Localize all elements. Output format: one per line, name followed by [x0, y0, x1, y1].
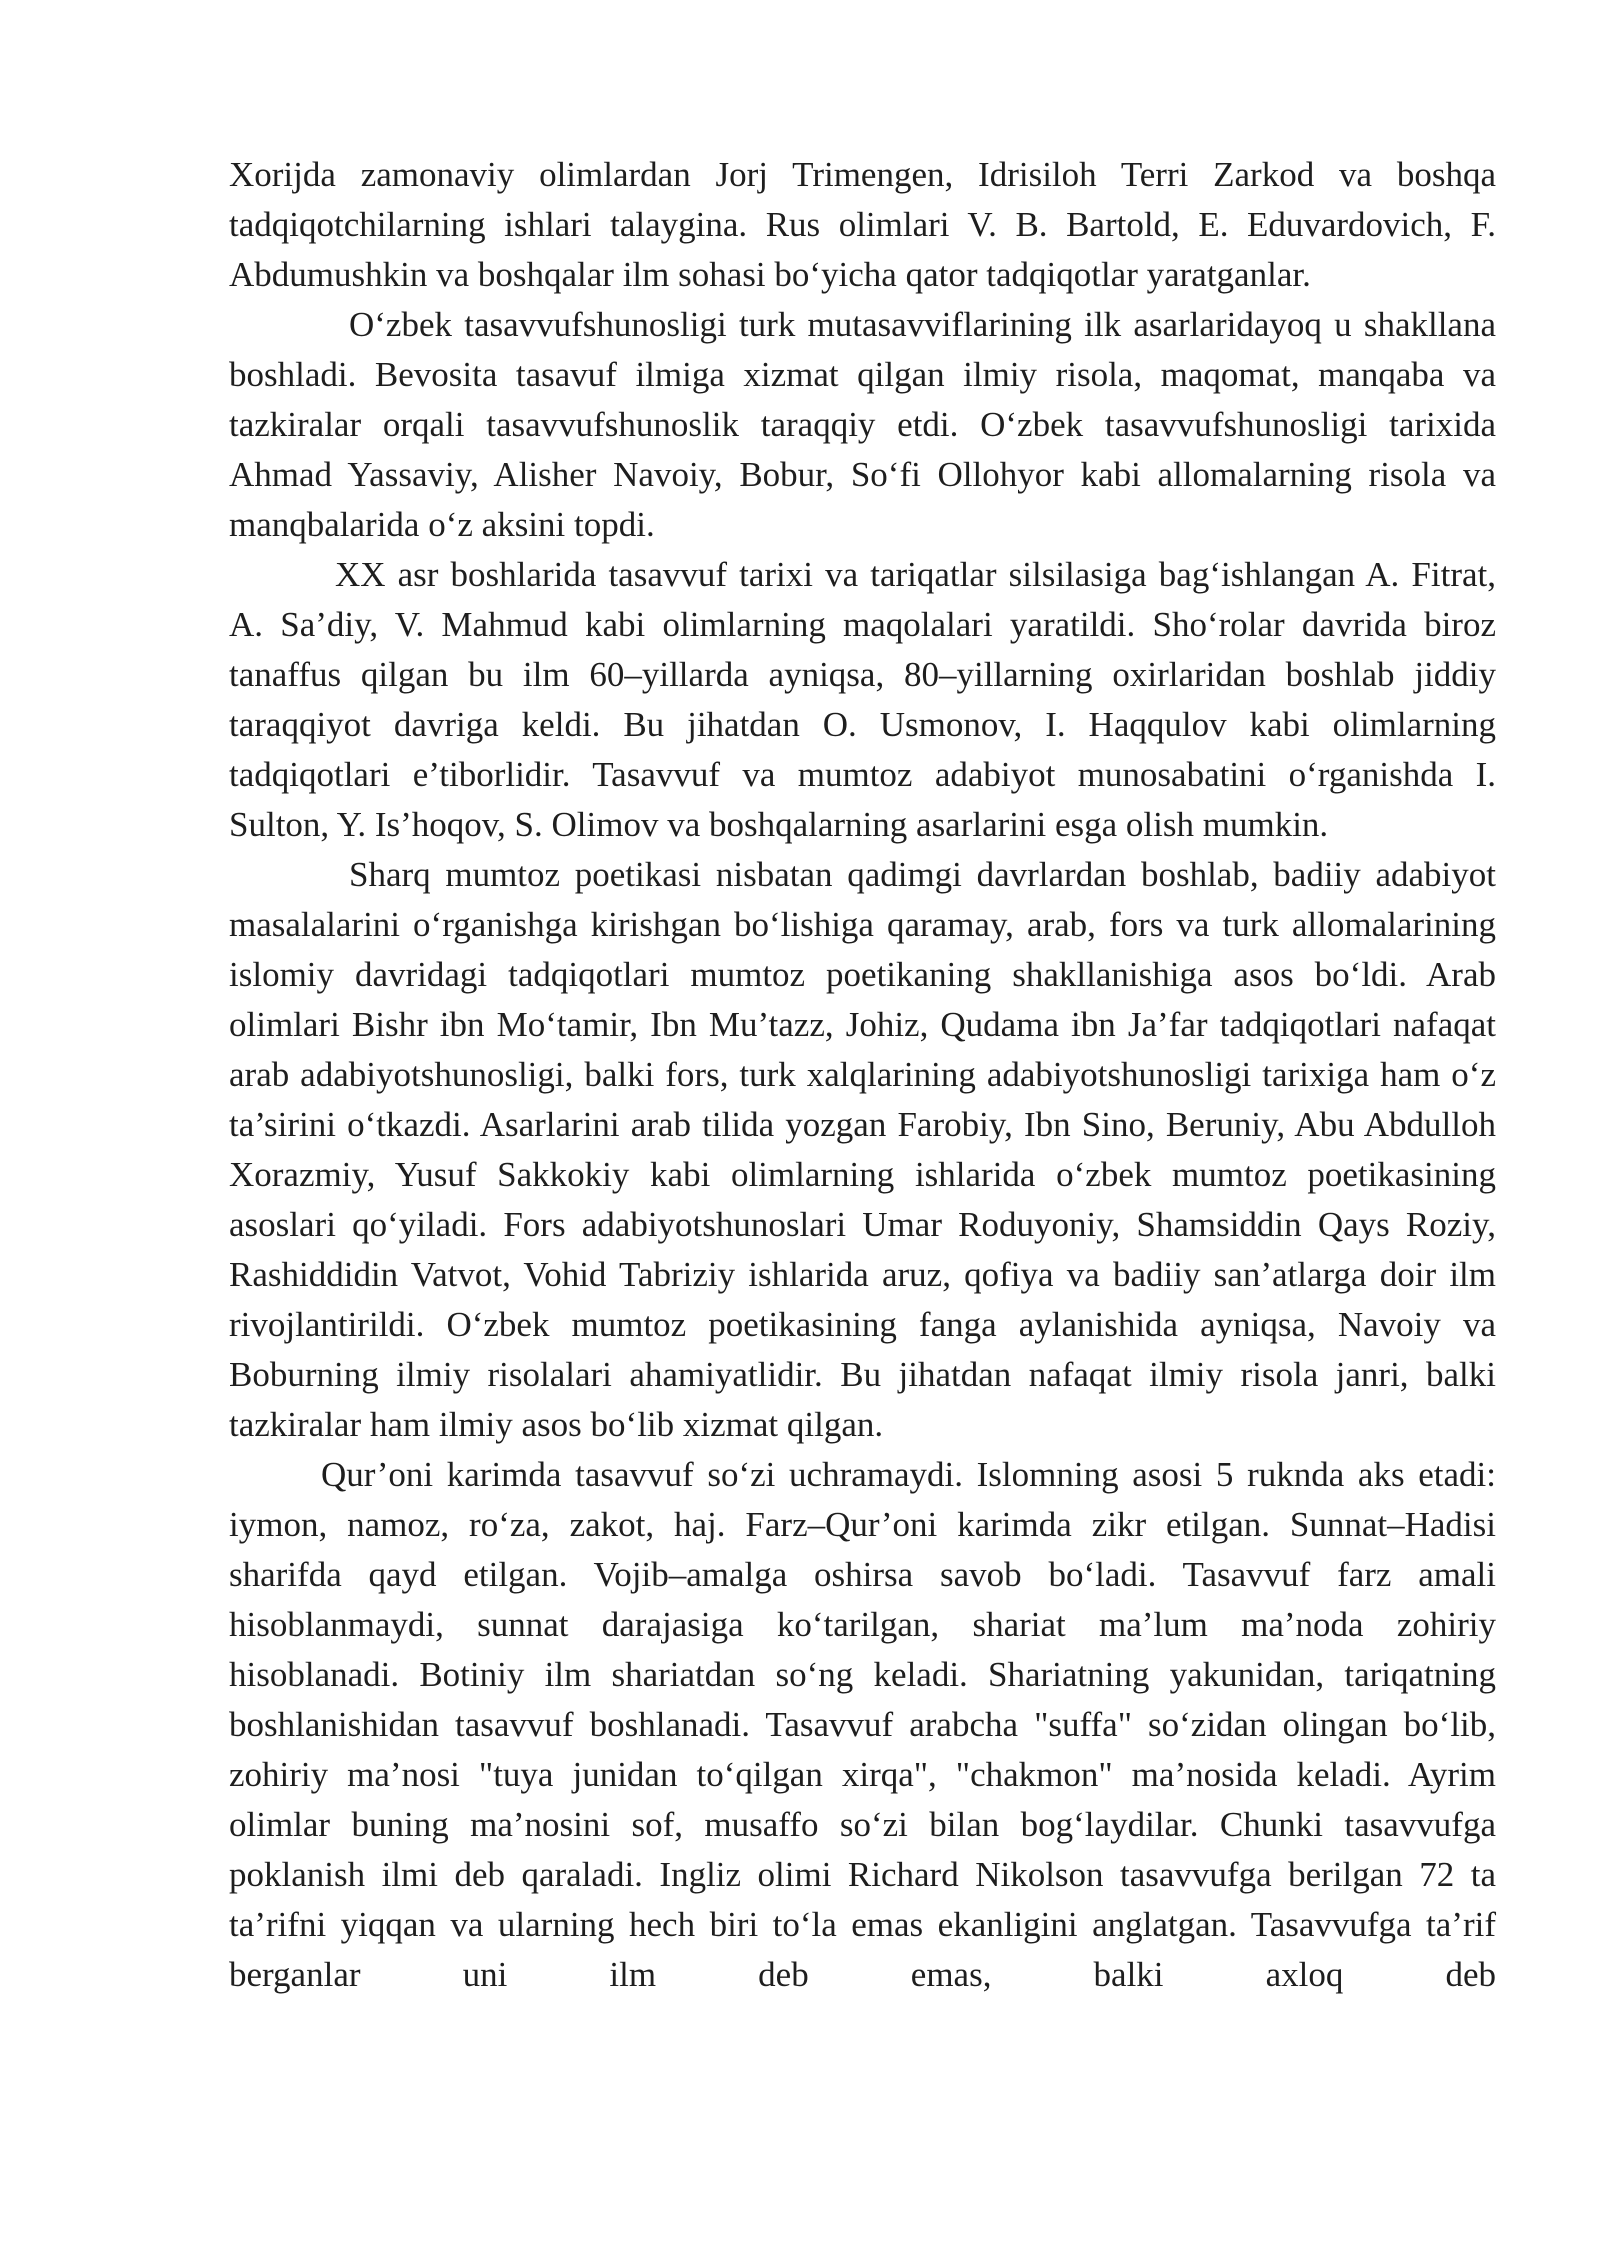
- paragraph-foreign-scholars: Xorijda zamonaviy olimlardan Jorj Trimengen, Idrisiloh Terri Zarkod va boshqa tadqiqotchilarning ishlari talaygina. Rus olimlari V. B. Bartold, E. Eduvardovich, F. Abdumushkin va boshqalar ilm sohasi bo‘yicha qator tadqiqotlar yaratganlar.: [229, 155, 1496, 294]
- document-page: [229, 150, 1496, 2150]
- paragraph-quran-tasavvuf: Qur’oni karimda tasavvuf so‘zi uchramaydi. Islomning asosi 5 ruknda aks etadi: iymon, namoz, ro‘za, zakot, haj. Farz–Qur’oni karimda zikr etilgan. Sunnat–Hadisi sharifda qayd etilgan. Vojib–amalga oshirsa savob bo‘ladi. Tasavvuf farz amali hisoblanmaydi, sunnat darajasiga ko‘tarilgan, shariat ma’lum ma’noda zohiriy hisoblanadi. Botiniy ilm shariatdan so‘ng keladi. Shariatning yakunidan, tariqatning boshlanishidan tasavvuf boshlanadi. Tasavvuf arabcha "suffa" so‘zidan olingan bo‘lib, zohiriy ma’nosi "tuya junidan to‘qilgan xirqa", "chakmon" ma’nosida keladi. Ayrim olimlar buning ma’nosini sof, musaffo so‘zi bilan bog‘laydilar. Chunki tasavvufga poklanish ilmi deb qaraladi. Ingliz olimi Richard Nikolson tasavvufga berilgan 72 ta ta’rifni yiqqan va ularning hech biri to‘la emas ekanligini anglatgan. Tasavvufga ta’rif berganlar uni ilm deb emas, balki axloq deb: [229, 1455, 1496, 1994]
- paragraph-twentieth-century: XX asr boshlarida tasavvuf tarixi va tariqatlar silsilasiga bag‘ishlangan A. Fitrat, A. Sa’diy, V. Mahmud kabi olimlarning maqolalari yaratildi. Sho‘rolar davrida biroz tanaffus qilgan bu ilm 60–yillarda ayniqsa, 80–yillarning oxirlaridan boshlab jiddiy taraqqiyot davriga keldi. Bu jihatdan O. Usmonov, I. Haqqulov kabi olimlarning tadqiqotlari e’tiborlidir. Tasavvuf va mumtoz adabiyot munosabatini o‘rganishda I. Sulton, Y. Is’hoqov, S. Olimov va boshqalarning asarlarini esga olish mumkin.: [229, 555, 1496, 844]
- paragraph-uzbek-sufism-studies: O‘zbek tasavvufshunosligi turk mutasavviflarining ilk asarlaridayoq u shakllana boshladi. Bevosita tasavuf ilmiga xizmat qilgan ilmiy risola, maqomat, manqaba va tazkiralar orqali tasavvufshunoslik taraqqiy etdi. O‘zbek tasavvufshunosligi tarixida Ahmad Yassaviy, Alisher Navoiy, Bobur, So‘fi Ollohyor kabi allomalarning risola va manqbalarida o‘z aksini topdi.: [229, 305, 1496, 544]
- paragraph-eastern-poetics: Sharq mumtoz poetikasi nisbatan qadimgi davrlardan boshlab, badiiy adabiyot masalalarini o‘rganishga kirishgan bo‘lishiga qaramay, arab, fors va turk allomalarining islomiy davridagi tadqiqotlari mumtoz poetikaning shakllanishiga asos bo‘ldi. Arab olimlari Bishr ibn Mo‘tamir, Ibn Mu’tazz, Johiz, Qudama ibn Ja’far tadqiqotlari nafaqat arab adabiyotshunosligi, balki fors, turk xalqlarining adabiyotshunosligi tarixiga ham o‘z ta’sirini o‘tkazdi. Asarlarini arab tilida yozgan Farobiy, Ibn Sino, Beruniy, Abu Abdulloh Xorazmiy, Yusuf Sakkokiy kabi olimlarning ishlarida o‘zbek mumtoz poetikasining asoslari qo‘yiladi. Fors adabiyotshunoslari Umar Roduyoniy, Shamsiddin Qays Roziy, Rashiddidin Vatvot, Vohid Tabriziy ishlarida aruz, qofiya va badiiy san’atlarga doir ilm rivojlantirildi. O‘zbek mumtoz poetikasining fanga aylanishida ayniqsa, Navoiy va Boburning ilmiy risolalari ahamiyatlidir. Bu jihatdan nafaqat ilmiy risola janri, balki tazkiralar ham ilmiy asos bo‘lib xizmat qilgan.: [229, 855, 1496, 1444]
